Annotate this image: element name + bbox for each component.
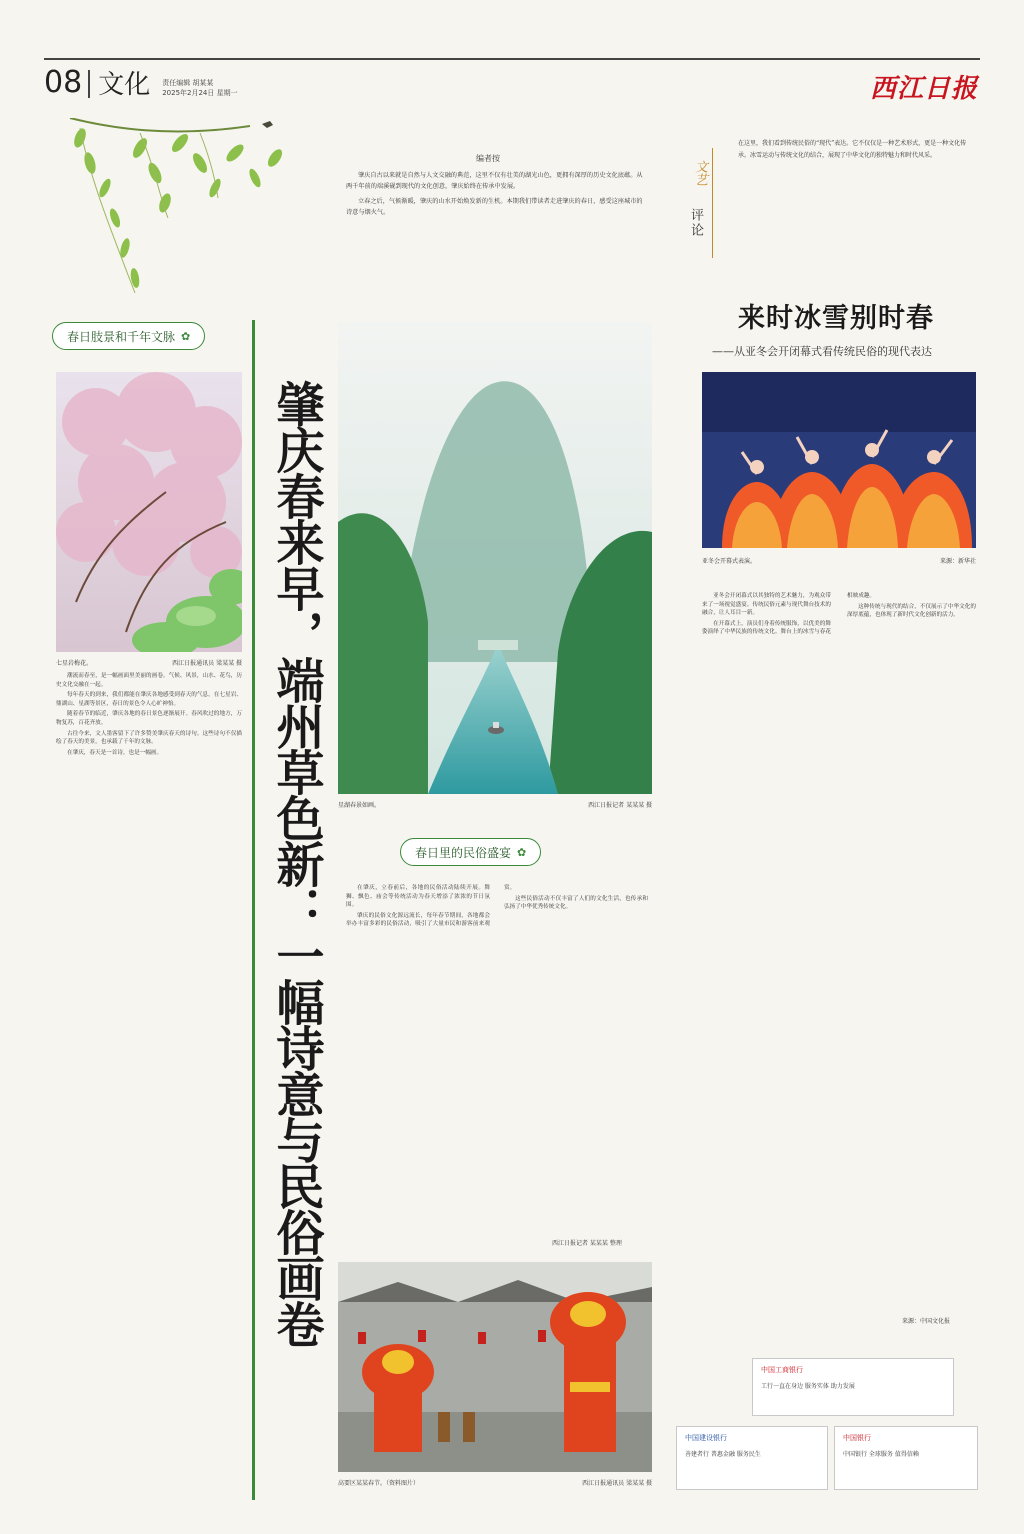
left-photo-caption: 七星岩梅花。 xyxy=(56,660,93,667)
section-tag-folk xyxy=(400,838,541,866)
flower-icon: ✿ xyxy=(517,845,527,859)
flower-icon: ✿ xyxy=(181,329,191,343)
article-title: 来时冰雪别时春 xyxy=(738,303,934,334)
review-intro: 在这里，我们看到传统民俗的“现代”表达。它不仅仅是一种艺术形式，更是一种文化传承。冰雪运动与传统文化的结合，展现了中华文化的独特魅力和时代风采。 xyxy=(738,140,967,159)
right-photo-caption-row xyxy=(702,556,976,565)
right-photo-source: 来源：新华社 xyxy=(939,558,976,565)
header-meta xyxy=(162,78,237,98)
plum-blossom-photo xyxy=(56,372,242,652)
weekday: 星期一 xyxy=(216,89,238,97)
folk-paragraph: 这些民俗活动不仅丰富了人们的文化生活，也传承和弘扬了中华优秀传统文化。 xyxy=(504,895,648,911)
review-badge-label: 评论 xyxy=(688,208,703,238)
editor-note-paragraph: 肇庆自古以来就是自然与人文交融的典范，这里不仅有壮美的湖光山色，更拥有深厚的历史文化底蕴。从两千年前的端溪砚到现代的文化创意，肇庆始终在传承中发展。 xyxy=(346,172,643,190)
left-paragraph: 在肇庆，春天是一首诗，也是一幅画。 xyxy=(67,749,163,756)
right-paragraph: 这种传统与现代的结合，不仅展示了中华文化的深厚底蕴，也体现了新时代文化创新的活力。 xyxy=(847,603,976,619)
ad-text: 工行一直在身边 服务实体 助力发展 xyxy=(761,1383,855,1390)
header-rule xyxy=(44,58,980,60)
section-name: 文化 xyxy=(98,70,151,100)
right-body-text xyxy=(702,592,976,1302)
mid-photo-credit: 西江日报记者 某某某 摄 xyxy=(588,802,652,809)
left-photo-credit: 西江日报通讯员 梁某某 摄 xyxy=(172,660,242,667)
left-photo-caption-row xyxy=(56,658,242,667)
left-body-text xyxy=(56,672,242,1492)
folk-body-text xyxy=(346,884,648,1236)
mid-photo-caption-row xyxy=(338,800,652,809)
ad-title: 中国银行 xyxy=(843,1434,871,1442)
lion-dance-photo xyxy=(338,1262,652,1472)
header-divider xyxy=(88,70,90,98)
winter-games-photo xyxy=(702,372,976,548)
lion-photo-caption-row xyxy=(338,1478,652,1487)
page-header xyxy=(44,65,238,100)
editor-note-title: 编者按 xyxy=(476,154,500,163)
main-headline: 肇庆春来早，端州草色新：一幅诗意与民俗画卷 xyxy=(268,380,324,1346)
ad-title: 中国建设银行 xyxy=(685,1434,727,1442)
review-rule xyxy=(712,148,713,258)
lake-landscape-photo xyxy=(338,322,652,794)
ad-text: 中国银行 全球服务 值得信赖 xyxy=(843,1451,919,1458)
folk-paragraph: 肇庆的民俗文化源远流长，每年春节期间，各地都会举办丰富多彩的民俗活动，吸引了大量市民和游客前来观赏。 xyxy=(346,885,516,928)
masthead-logo: 西江日报 xyxy=(869,74,978,104)
folk-credit: 西江日报记者 某某某 整理 xyxy=(552,1240,622,1247)
right-photo-caption: 亚冬会开幕式表演。 xyxy=(702,558,757,565)
willow-illustration xyxy=(50,118,310,308)
right-paragraph: 在开幕式上，演员们身着传统服饰，以优美的舞姿演绎了中华民族的传统文化。舞台上的冰雪与春花相映成趣。 xyxy=(702,593,875,636)
tag-label: 春日肢景和千年文脉 xyxy=(67,329,176,344)
lion-photo-caption: 高要区某某春节。（资料图片） xyxy=(338,1480,420,1487)
section-tag-spring-scenery xyxy=(52,322,205,350)
lion-photo-credit: 西江日报通讯员 梁某某 摄 xyxy=(582,1480,652,1487)
folk-paragraph: 在肇庆，立春前后，各地的民俗活动陆续开展。舞狮、飘色、庙会等传统活动为春天增添了浓浓的节日氛围。 xyxy=(346,885,490,909)
right-paragraph: 亚冬会开闭幕式以其独特的艺术魅力，为观众带来了一场视觉盛宴。传统民俗元素与现代舞台技术的融合，让人耳目一新。 xyxy=(702,593,831,617)
tag-label: 春日里的民俗盛宴 xyxy=(415,845,512,860)
left-paragraph: 每年春天的到来，我们都能在肇庆各地感受到春天的气息。在七星岩、鼎湖山、星湖等景区，春日的景色令人心旷神怡。 xyxy=(56,692,242,707)
left-paragraph: 潮流而春至，是一幅画面里美丽的画卷。气候、风景，山水、花鸟，历史文化交融在一起。 xyxy=(56,673,242,688)
review-badge-small: 文艺 xyxy=(692,160,707,186)
date-line: 2025年2月24日 xyxy=(162,89,215,97)
ad-title: 中国工商银行 xyxy=(761,1366,803,1374)
left-paragraph: 随着春节的临近，肇庆各地的春日景色逐渐展开。春风吹过的地方，万物复苏，百花齐放。 xyxy=(56,711,242,726)
right-source: 来源：中国文化报 xyxy=(902,1318,951,1325)
editor-note xyxy=(346,170,644,222)
article-subtitle: ——从亚冬会开闭幕式看传统民俗的现代表达 xyxy=(712,345,932,358)
ad-bank-1[interactable] xyxy=(752,1358,954,1416)
page-number: 08 xyxy=(44,65,83,100)
editor-note-paragraph: 立春之后，气候渐暖，肇庆的山水开始焕发新的生机。本期我们带读者走进肇庆的春日，感受这座城市的诗意与烟火气。 xyxy=(346,198,643,216)
ad-text: 善建者行 普惠金融 服务民生 xyxy=(685,1451,761,1458)
editor-line: 责任编辑 胡某某 xyxy=(162,79,214,87)
ad-bank-3[interactable] xyxy=(834,1426,978,1490)
mid-photo-caption: 星湖春景如画。 xyxy=(338,802,381,809)
title-rule xyxy=(252,320,255,1500)
left-paragraph: 古往今来，文人墨客留下了许多赞美肇庆春天的诗句。这些诗句不仅描绘了春天的美景，也承载了千年的文脉。 xyxy=(56,730,242,746)
ad-bank-2[interactable] xyxy=(676,1426,828,1490)
